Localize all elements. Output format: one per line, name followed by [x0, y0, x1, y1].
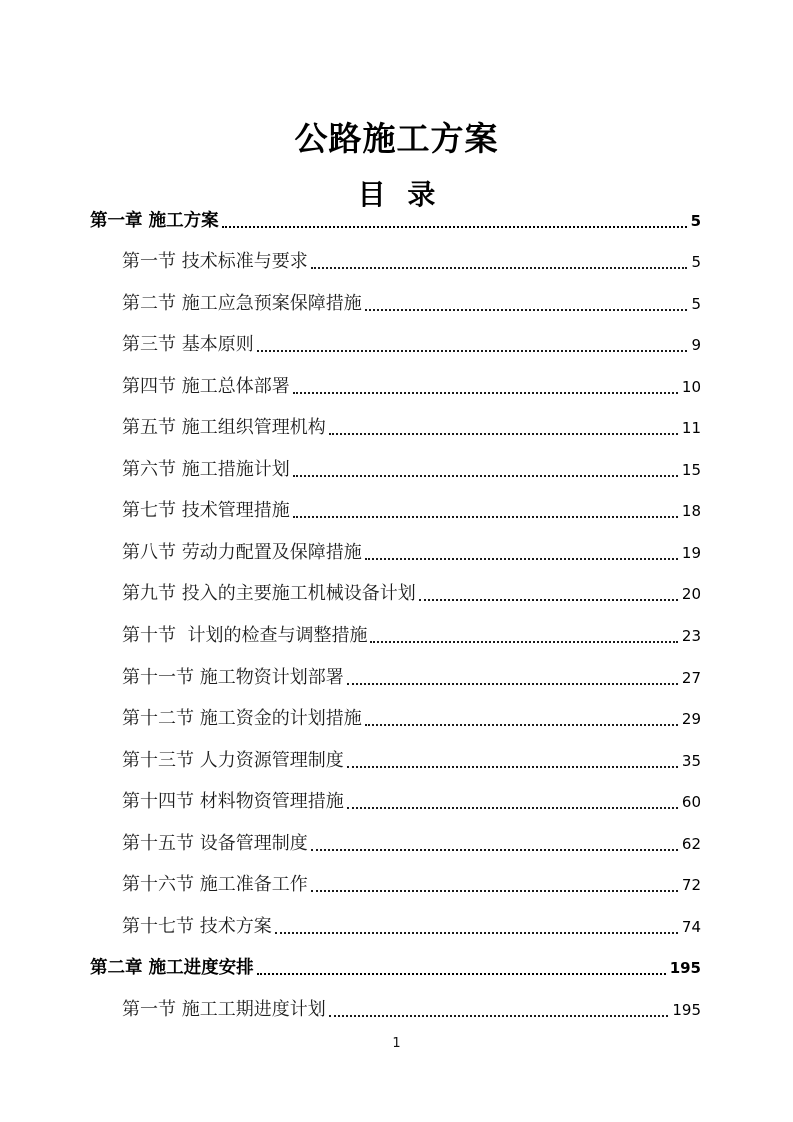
toc-dot-leader [275, 932, 678, 934]
toc-entry-page-number: 9 [691, 336, 701, 355]
toc-dot-leader [347, 766, 678, 768]
toc-entry-page-number: 23 [681, 627, 701, 646]
toc-entry-label: 第十七节 技术方案 [122, 915, 272, 937]
toc-entry[interactable] [90, 406, 701, 448]
toc-list [90, 198, 701, 1029]
toc-dot-leader [347, 683, 678, 685]
toc-entry[interactable] [90, 904, 701, 946]
toc-entry-page-number: 19 [681, 543, 701, 562]
toc-entry[interactable] [90, 530, 701, 572]
toc-entry-label: 第十节 计划的检查与调整措施 [122, 625, 368, 647]
toc-entry[interactable] [90, 240, 701, 282]
toc-dot-leader [293, 392, 678, 394]
toc-entry[interactable] [90, 738, 701, 780]
toc-entry[interactable] [90, 655, 701, 697]
toc-entry-page-number: 35 [681, 751, 701, 770]
toc-entry-page-number: 5 [690, 211, 701, 230]
toc-entry-label: 第五节 施工组织管理机构 [122, 417, 326, 439]
toc-entry[interactable] [90, 198, 701, 240]
toc-entry-label: 第一章 施工方案 [90, 210, 219, 231]
toc-entry-label: 第九节 投入的主要施工机械设备计划 [122, 583, 416, 605]
toc-dot-leader [293, 475, 678, 477]
toc-dot-leader [222, 226, 687, 228]
toc-entry-page-number: 15 [681, 460, 701, 479]
toc-entry-page-number: 72 [681, 876, 701, 895]
toc-entry[interactable] [90, 613, 701, 655]
toc-entry[interactable] [90, 821, 701, 863]
toc-entry-label: 第十五节 设备管理制度 [122, 832, 308, 854]
toc-entry-label: 第十六节 施工准备工作 [122, 874, 308, 896]
toc-entry[interactable] [90, 946, 701, 988]
toc-entry[interactable] [90, 281, 701, 323]
page-number-footer: 1 [392, 1036, 401, 1051]
toc-dot-leader [257, 350, 688, 352]
toc-dot-leader [311, 890, 678, 892]
toc-entry-page-number: 20 [681, 585, 701, 604]
toc-entry-page-number: 27 [681, 668, 701, 687]
toc-heading: 目 录 [357, 178, 436, 212]
toc-entry-label: 第七节 技术管理措施 [122, 500, 290, 522]
toc-entry-label: 第十一节 施工物资计划部署 [122, 666, 344, 688]
toc-entry-label: 第二节 施工应急预案保障措施 [122, 292, 362, 314]
toc-dot-leader [329, 433, 678, 435]
toc-entry-label: 第八节 劳动力配置及保障措施 [122, 541, 362, 563]
toc-entry-label: 第一节 技术标准与要求 [122, 251, 308, 273]
toc-entry-page-number: 195 [669, 959, 701, 978]
toc-entry[interactable] [90, 447, 701, 489]
toc-dot-leader [257, 973, 666, 975]
toc-entry-page-number: 60 [681, 793, 701, 812]
toc-entry[interactable] [90, 572, 701, 614]
document-title: 公路施工方案 [294, 119, 499, 159]
toc-dot-leader [365, 724, 678, 726]
toc-entry-label: 第三节 基本原则 [122, 334, 254, 356]
toc-entry-label: 第十四节 材料物资管理措施 [122, 791, 344, 813]
toc-dot-leader [311, 267, 688, 269]
toc-entry-page-number: 11 [681, 419, 701, 438]
toc-entry-page-number: 74 [681, 917, 701, 936]
toc-entry-label: 第二章 施工进度安排 [90, 958, 254, 979]
toc-entry[interactable] [90, 697, 701, 739]
toc-dot-leader [347, 807, 678, 809]
toc-entry-page-number: 29 [681, 710, 701, 729]
toc-entry-page-number: 62 [681, 834, 701, 853]
toc-dot-leader [329, 1015, 669, 1017]
toc-entry-label: 第六节 施工措施计划 [122, 458, 290, 480]
toc-entry[interactable] [90, 863, 701, 905]
toc-entry-page-number: 18 [681, 502, 701, 521]
toc-entry[interactable] [90, 489, 701, 531]
toc-dot-leader [365, 309, 688, 311]
toc-entry-label: 第一节 施工工期进度计划 [122, 998, 326, 1020]
toc-entry-label: 第十三节 人力资源管理制度 [122, 749, 344, 771]
toc-entry-page-number: 195 [672, 1000, 701, 1019]
toc-dot-leader [293, 516, 678, 518]
toc-dot-leader [370, 641, 677, 643]
toc-entry-page-number: 5 [691, 294, 701, 313]
toc-entry[interactable] [90, 987, 701, 1029]
toc-entry-page-number: 10 [681, 377, 701, 396]
toc-dot-leader [311, 849, 678, 851]
toc-dot-leader [419, 599, 678, 601]
toc-entry-label: 第十二节 施工资金的计划措施 [122, 708, 362, 730]
toc-entry-page-number: 5 [691, 253, 701, 272]
toc-entry[interactable] [90, 780, 701, 822]
toc-entry[interactable] [90, 323, 701, 365]
toc-dot-leader [365, 558, 678, 560]
toc-entry-label: 第四节 施工总体部署 [122, 375, 290, 397]
toc-entry[interactable] [90, 364, 701, 406]
